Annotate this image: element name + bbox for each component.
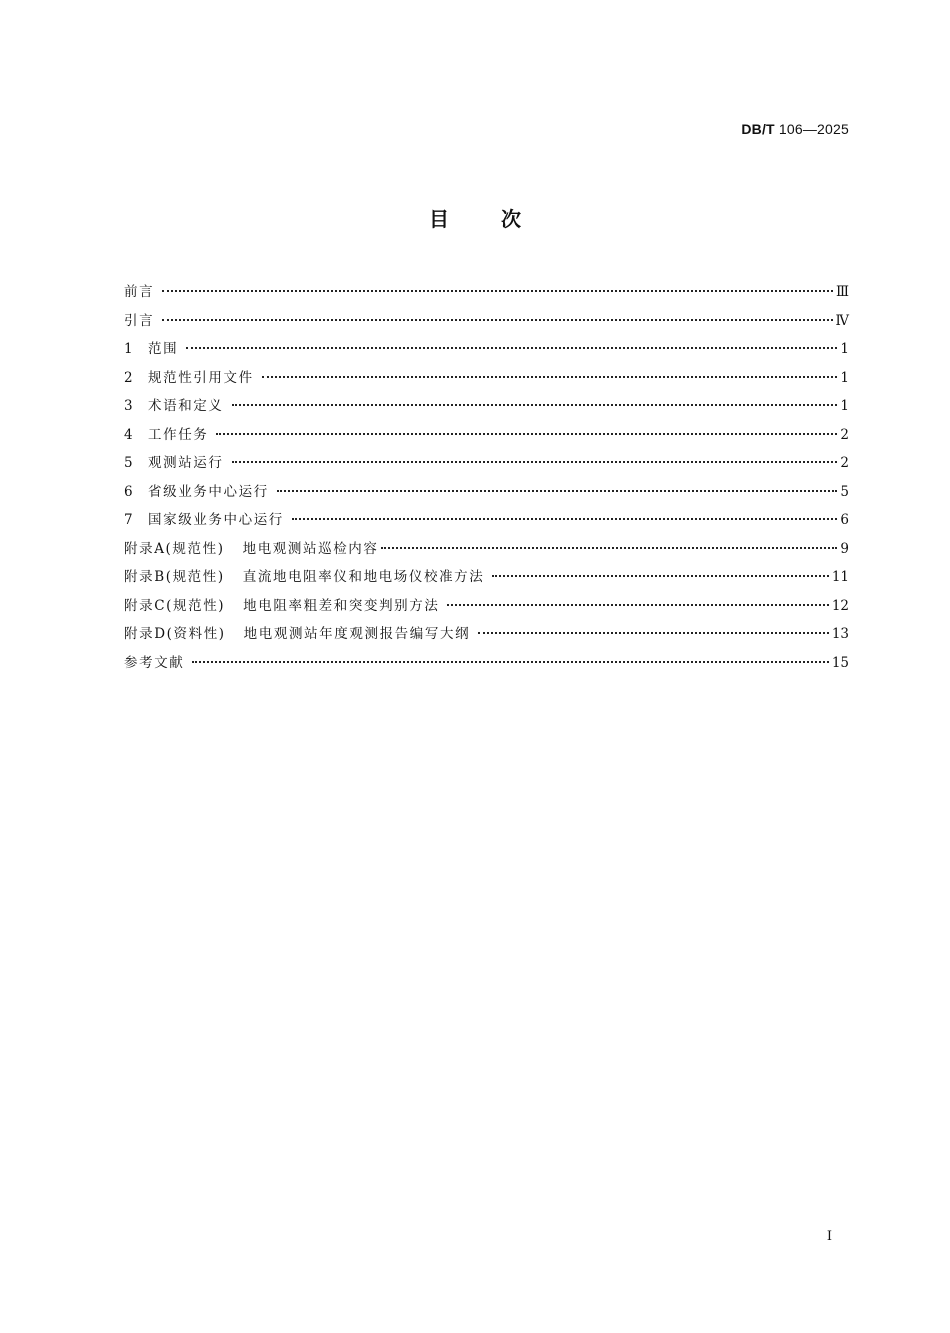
dot-leader: [262, 376, 838, 378]
toc-entry-label: 前言: [124, 284, 155, 300]
dot-leader: [492, 575, 828, 577]
toc-entry-page: Ⅳ: [835, 312, 849, 329]
toc-entry-6[interactable]: [124, 480, 849, 509]
toc-entry-page: 1: [840, 341, 849, 357]
appendix-prefix: 附录D(资料性): [124, 626, 226, 642]
document-code-number: 106—2025: [778, 121, 849, 137]
page-number: I: [826, 1229, 832, 1244]
toc-entry-label: 地电观测站年度观测报告编写大纲: [243, 626, 471, 642]
toc-entry-page: 6: [840, 512, 849, 528]
toc-entry-references[interactable]: [124, 651, 849, 680]
toc-entry-appendix-b[interactable]: [124, 565, 849, 594]
document-code-prefix: DB/T: [741, 121, 775, 137]
toc-entry-number: 3: [124, 398, 135, 414]
toc-entry-label: 观测站运行: [148, 455, 224, 471]
toc-entry-number: 6: [124, 483, 135, 500]
dot-leader: [162, 290, 833, 292]
dot-leader: [192, 661, 828, 663]
toc-entry-label: 省级业务中心运行: [148, 483, 269, 500]
toc-entry-number: 1: [124, 341, 135, 357]
toc-entry-label: 工作任务: [148, 426, 209, 443]
toc-entry-number: 7: [124, 512, 135, 528]
toc-entry-page: 5: [840, 483, 849, 500]
toc-entry-number: 4: [124, 426, 135, 443]
toc-entry-page: 12: [831, 597, 849, 614]
toc-entry-label: 地电观测站巡检内容: [242, 540, 379, 557]
toc-entry-label: 术语和定义: [148, 398, 224, 414]
toc-entry-7[interactable]: [124, 508, 849, 537]
dot-leader: [478, 632, 829, 634]
dot-leader: [292, 518, 838, 520]
dot-leader: [162, 319, 832, 321]
toc-entry-foreword[interactable]: [124, 280, 849, 309]
toc-entry-label: 国家级业务中心运行: [148, 512, 284, 528]
toc-entry-label: 直流地电阻率仪和地电场仪校准方法: [242, 569, 485, 585]
toc-entry-appendix-c[interactable]: [124, 594, 849, 623]
toc-entry-label: 规范性引用文件: [148, 369, 254, 386]
toc-entry-page: Ⅲ: [835, 284, 849, 300]
toc-entry-page: 1: [840, 398, 849, 414]
page-title-char-1: 目: [429, 207, 449, 231]
table-of-contents: [124, 280, 849, 679]
toc-entry-appendix-d[interactable]: [124, 622, 849, 651]
toc-entry-2[interactable]: [124, 366, 849, 395]
toc-entry-number: 5: [124, 455, 135, 471]
dot-leader: [232, 461, 838, 463]
toc-entry-page: 9: [840, 540, 849, 557]
toc-entry-page: 1: [840, 369, 849, 386]
appendix-prefix: 附录B(规范性): [124, 569, 225, 585]
page-title-char-2: 次: [501, 207, 521, 231]
toc-entry-label: 范围: [148, 341, 179, 357]
toc-entry-page: 11: [831, 569, 849, 585]
toc-entry-number: 2: [124, 369, 135, 386]
toc-entry-label: 地电阻率粗差和突变判别方法: [243, 597, 440, 614]
toc-entry-introduction[interactable]: [124, 309, 849, 338]
toc-entry-page: 13: [831, 626, 849, 642]
toc-entry-4[interactable]: [124, 423, 849, 452]
page-title: [0, 203, 950, 232]
toc-entry-1[interactable]: [124, 337, 849, 366]
dot-leader: [447, 604, 828, 606]
appendix-prefix: 附录C(规范性): [124, 597, 226, 614]
toc-entry-appendix-a[interactable]: [124, 537, 849, 566]
toc-entry-3[interactable]: [124, 394, 849, 423]
dot-leader: [186, 347, 837, 349]
toc-entry-label: 参考文献: [124, 654, 185, 671]
dot-leader: [381, 547, 838, 549]
dot-leader: [216, 433, 837, 435]
dot-leader: [232, 404, 838, 406]
toc-entry-page: 2: [840, 455, 849, 471]
toc-entry-label: 引言: [124, 312, 155, 329]
dot-leader: [277, 490, 838, 492]
toc-entry-5[interactable]: [124, 451, 849, 480]
appendix-prefix: 附录A(规范性): [124, 540, 225, 557]
toc-entry-page: 2: [840, 426, 849, 443]
toc-entry-page: 15: [831, 654, 849, 671]
document-code: [741, 121, 849, 137]
